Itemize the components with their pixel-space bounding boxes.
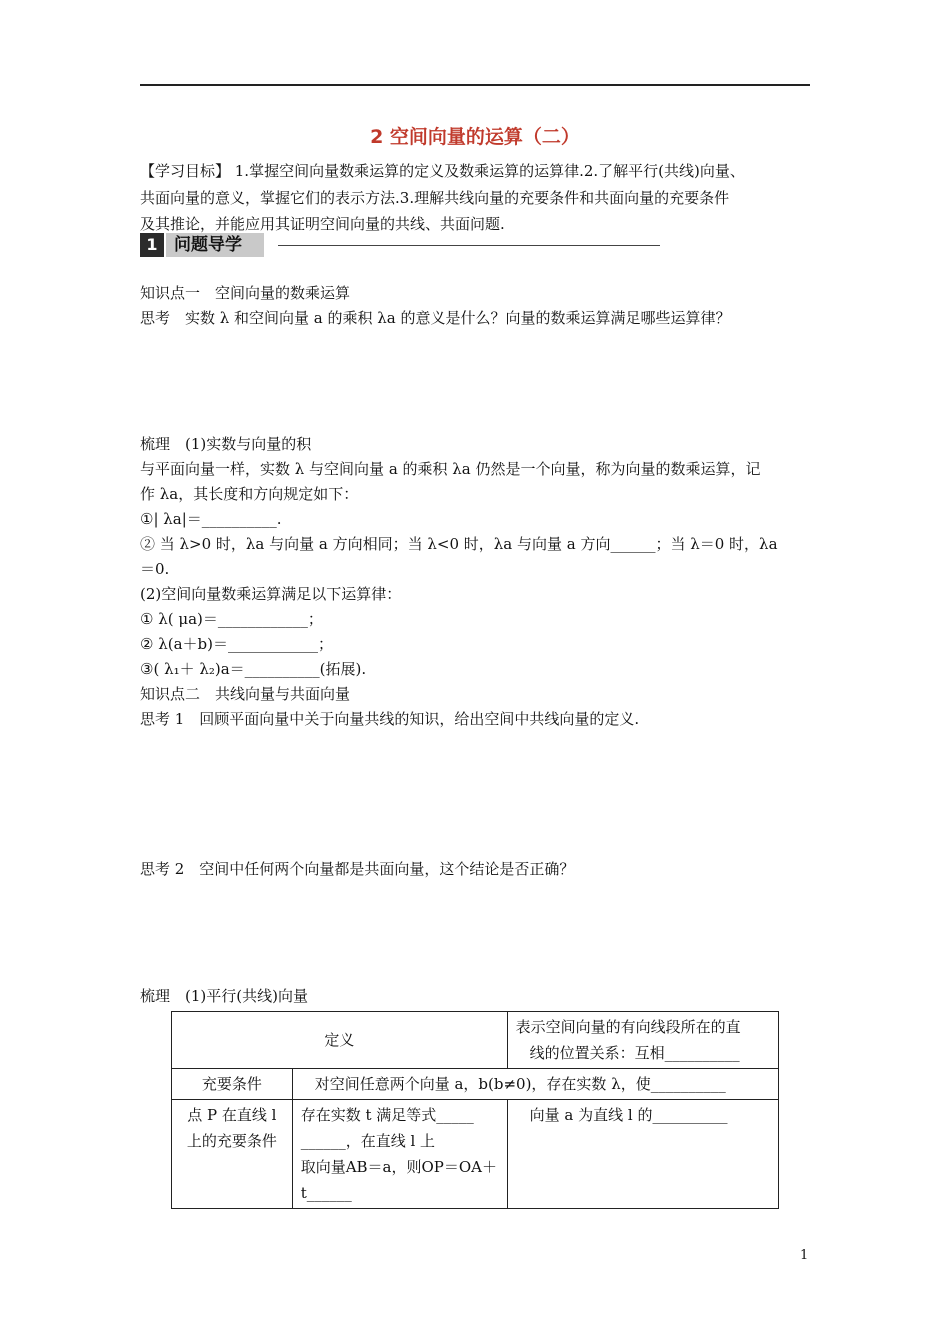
cell-text: 向量 a 为直线 l 的__________ <box>529 1106 728 1124</box>
learning-goals <box>140 158 812 238</box>
header-rule <box>140 84 810 86</box>
knowledge-point-1 <box>140 281 812 331</box>
summary1-line: ③( λ₁＋ λ₂)a＝__________(拓展). <box>140 660 367 678</box>
table-cell <box>507 1100 778 1209</box>
cell-text: t______ <box>300 1184 352 1202</box>
kp2-think2: 思考 2 空间中任何两个向量都是共面向量，这个结论是否正确？ <box>140 860 575 878</box>
cell-text: 对空间任意两个向量 a，b(b≠0)，存在实数 λ，使__________ <box>314 1075 726 1093</box>
summary1-line: ＝0. <box>140 560 170 578</box>
section-rule <box>278 245 660 246</box>
summary1-line: (2)空间向量数乘运算满足以下运算律： <box>140 585 402 603</box>
kp1-think: 思考 实数 λ 和空间向量 a 的乘积 λa 的意义是什么？向量的数乘运算满足哪些运算律？ <box>140 309 731 327</box>
cell-text: 上的充要条件 <box>186 1132 277 1150</box>
cell-text: 充要条件 <box>201 1075 262 1093</box>
table-row <box>172 1012 779 1069</box>
page-title: 2 空间向量的运算（二） <box>370 126 580 148</box>
table-row <box>172 1069 779 1100</box>
cell-text: ______，在直线 l 上 <box>300 1132 436 1150</box>
section-label: 问题导学 <box>166 233 264 257</box>
summary1-line: 作 λa，其长度和方向规定如下： <box>140 485 359 503</box>
kp1-heading: 知识点一 空间向量的数乘运算 <box>140 284 351 302</box>
table-cell <box>172 1100 293 1209</box>
table-cell <box>172 1069 293 1100</box>
table-cell <box>292 1069 778 1100</box>
summary2-line: 梳理 (1)平行(共线)向量 <box>140 987 308 1005</box>
table-row <box>172 1100 779 1209</box>
table-cell <box>172 1012 508 1069</box>
table-cell <box>292 1100 507 1209</box>
cell-text: 取向量AB＝a，则OP＝OA＋ <box>300 1158 498 1176</box>
summary-1 <box>140 432 812 732</box>
goals-line: 及其推论，并能应用其证明空间向量的共线、共面问题. <box>140 215 505 233</box>
section-header <box>140 232 530 258</box>
cell-text: 定义 <box>324 1031 355 1049</box>
summary1-line: ② 当 λ>0 时，λa 与向量 a 方向相同；当 λ<0 时，λa 与向量 a 方向______；当 λ＝0 时，λa <box>140 535 778 553</box>
page-number: 1 <box>800 1248 809 1263</box>
summary1-line: ① λ( μa)＝____________； <box>140 610 323 628</box>
section-number: 1 <box>140 233 164 257</box>
cell-text: 点 P 在直线 l <box>187 1106 277 1124</box>
summary1-line: ①| λa|＝__________. <box>140 510 282 528</box>
table-cell <box>507 1012 778 1069</box>
kp2-think1: 思考 1 回顾平面向量中关于向量共线的知识，给出空间中共线向量的定义. <box>140 710 640 728</box>
kp2-heading: 知识点二 共线向量与共面向量 <box>140 685 351 703</box>
summary-2 <box>140 984 812 1009</box>
summary1-line: ② λ(a＋b)＝____________； <box>140 635 333 653</box>
cell-text: 线的位置关系：互相__________ <box>529 1044 740 1062</box>
goals-line: 共面向量的意义，掌握它们的表示方法.3.理解共线向量的充要条件和共面向量的充要条件 <box>140 188 730 207</box>
cell-text: 表示空间向量的有向线段所在的直 <box>515 1018 741 1036</box>
summary1-line: 与平面向量一样，实数 λ 与空间向量 a 的乘积 λa 仍然是一个向量，称为向量的数乘运算，记 <box>140 460 761 478</box>
summary1-line: 梳理 (1)实数与向量的积 <box>140 435 312 453</box>
kp2-think2-block <box>140 857 812 882</box>
goals-line: 【学习目标】 1.掌握空间向量数乘运算的定义及数乘运算的运算律.2.了解平行(共线)向量、 <box>140 162 745 180</box>
cell-text: 存在实数 t 满足等式_____ <box>300 1106 474 1124</box>
collinear-table <box>171 1011 779 1209</box>
